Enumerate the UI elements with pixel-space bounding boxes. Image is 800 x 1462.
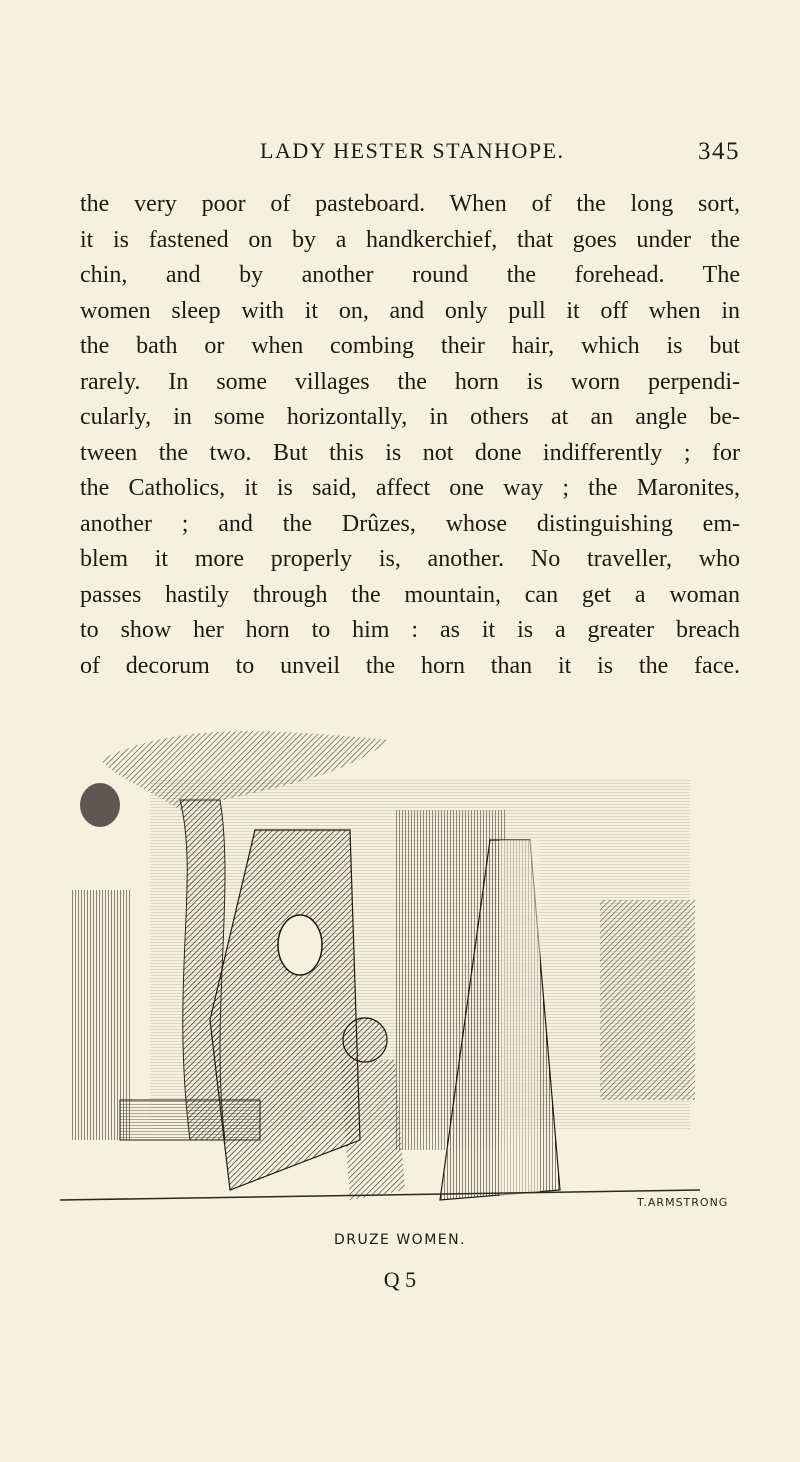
text-line: to show her horn to him : as it is a greater breach: [80, 617, 740, 643]
illustration-caption: DRUZE WOMEN.: [333, 1232, 467, 1248]
page-number: 345: [698, 138, 740, 165]
text-line: the bath or when combing their hair, which is but: [80, 333, 740, 359]
right-wall: [600, 900, 695, 1100]
text-line: the very poor of pasteboard. When of the long sort,: [80, 191, 740, 217]
text-line: rarely. In some villages the horn is worn perpendi-: [80, 368, 740, 395]
text-line: women sleep with it on, and only pull it off when in: [80, 297, 740, 324]
signature-mark: Q 5: [383, 1267, 417, 1292]
stone-bench: [120, 1100, 260, 1140]
text-line: the Catholics, it is said, affect one way ; the Maronites,: [80, 475, 740, 501]
child-head: [343, 1018, 387, 1062]
body-paragraph: [80, 187, 740, 684]
text-line: it is fastened on by a handkerchief, that goes under the: [80, 226, 740, 253]
text-line: chin, and by another round the forehead. The: [80, 262, 740, 288]
text-line: of decorum to unveil the horn than it is the face.: [80, 652, 740, 679]
white-veil: [500, 840, 540, 1200]
child-body: [340, 1060, 405, 1200]
text-line: passes hastily through the mountain, can get a woman: [80, 581, 740, 608]
running-title: LADY HESTER STANHOPE.: [260, 138, 565, 163]
text-line: tween the two. But this is not done indifferently ; for: [80, 439, 740, 466]
text-line: blem it more properly is, another. No traveller, who: [80, 546, 740, 572]
woman-face: [278, 915, 322, 975]
engraving-druze-women: [60, 720, 700, 1220]
text-line: another ; and the Drûzes, whose distinguishing em-: [80, 510, 740, 537]
engraver-signature: T.ARMSTRONG: [637, 1196, 729, 1209]
hanging-pot: [80, 783, 120, 827]
text-line: cularly, in some horizontally, in others at an angle be-: [80, 404, 740, 430]
